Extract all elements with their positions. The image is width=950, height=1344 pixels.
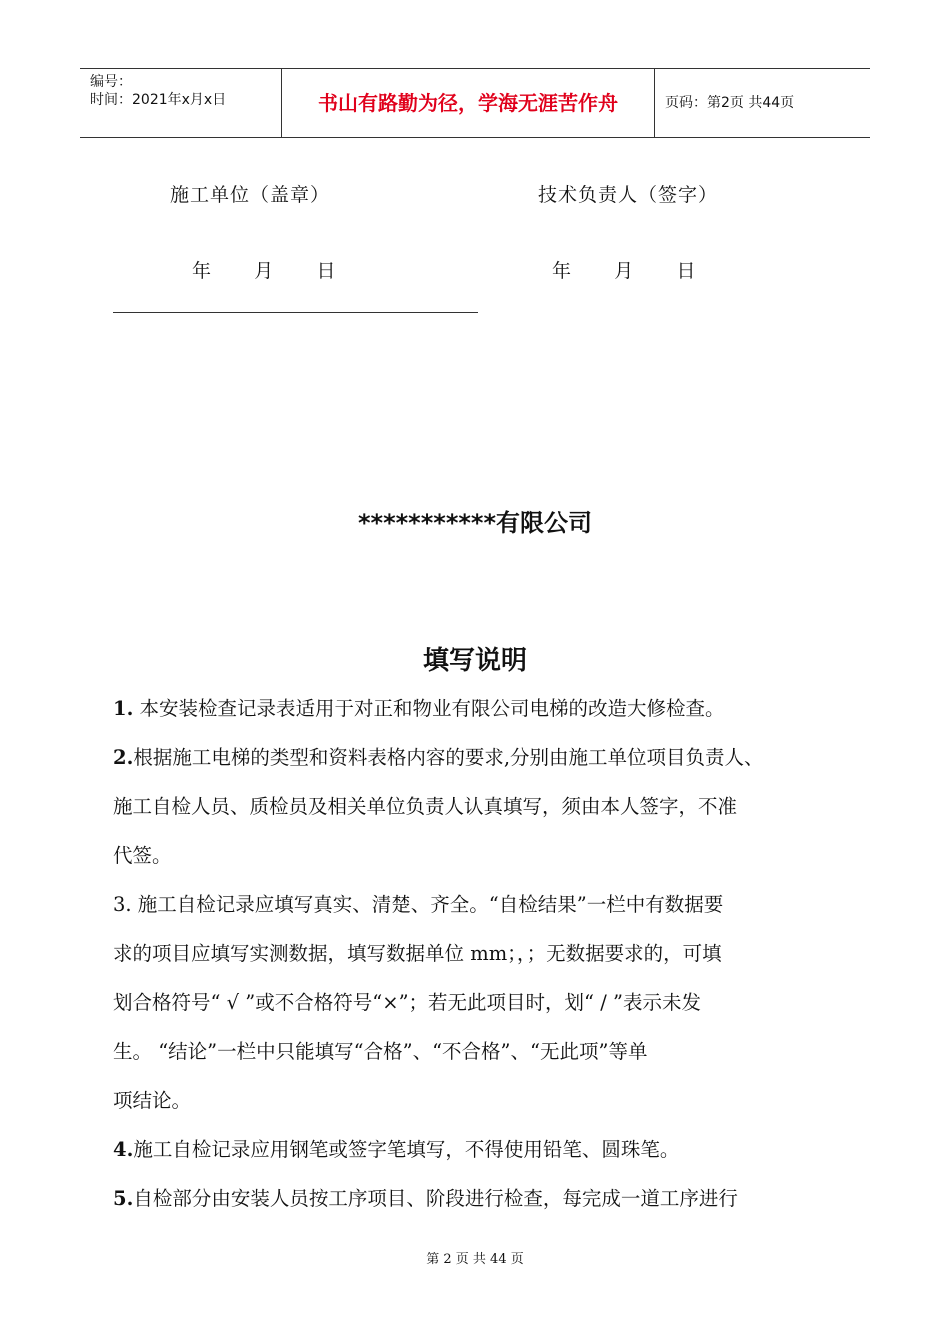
serial-label: 编号： [90,74,132,90]
construction-unit-seal-label: 施工单位（盖章） [170,184,331,206]
instruction-line [113,889,723,917]
right-date-line: 年 月 日 [552,260,697,282]
instruction-line [113,938,722,966]
header-motto: 书山有路勤为径，学海无涯苦作舟 [281,69,655,137]
separator-line [113,312,478,313]
left-date-line: 年 月 日 [192,260,337,282]
instruction-number: 4. [113,1138,134,1161]
instruction-text: 项结论。 [113,1089,192,1112]
instruction-text: 生。 “结论”一栏中只能填写“合格”、“不合格”、“无此项”等单 [113,1040,648,1063]
instruction-text: 自检部分由安装人员按工序项目、阶段进行检查，每完成一道工序进行 [133,1187,738,1210]
instruction-line [113,987,701,1015]
technical-lead-signature-label: 技术负责人（签字） [538,184,719,206]
instruction-line [113,1134,679,1162]
section-title: 填写说明 [422,646,527,676]
time-label: 时间：2021年x月x日 [90,92,227,108]
instruction-line [113,1036,647,1064]
instruction-text: 施工自检人员、质检员及相关单位负责人认真填写，须由本人签字，不准 [113,795,738,818]
instruction-line [113,693,725,721]
instruction-line [113,840,172,868]
instruction-line [113,791,737,819]
instruction-number: 2. [113,746,134,769]
instruction-text: 划合格符号“ √ ”或不合格符号“×”；若无此项目时，划“ / ”表示未发 [113,991,701,1014]
instruction-line [113,742,764,770]
document-header [80,68,870,138]
instruction-number: 5. [113,1187,134,1210]
instruction-text: 3. 施工自检记录应填写真实、清楚、齐全。“自检结果”一栏中有数据要 [113,893,724,916]
instruction-line [113,1085,191,1113]
header-page-info: 页码：第2页 共44页 [665,95,795,111]
instruction-number: 1. [113,697,134,720]
header-meta [80,69,280,137]
company-name: ***********有限公司 [357,509,593,537]
instruction-text: 本安装检查记录表适用于对正和物业有限公司电梯的改造大修检查。 [133,697,725,720]
instruction-text: 根据施工电梯的类型和资料表格内容的要求,分别由施工单位项目负责人、 [133,746,764,769]
instruction-text: 代签。 [113,844,172,867]
instruction-text: 求的项目应填写实测数据，填写数据单位 mm；，；无数据要求的，可填 [113,942,722,965]
instruction-line [113,1183,738,1211]
page-footer: 第 2 页 共 44 页 [426,1252,524,1267]
instruction-text: 施工自检记录应用钢笔或签字笔填写，不得使用铅笔、圆珠笔。 [133,1138,680,1161]
